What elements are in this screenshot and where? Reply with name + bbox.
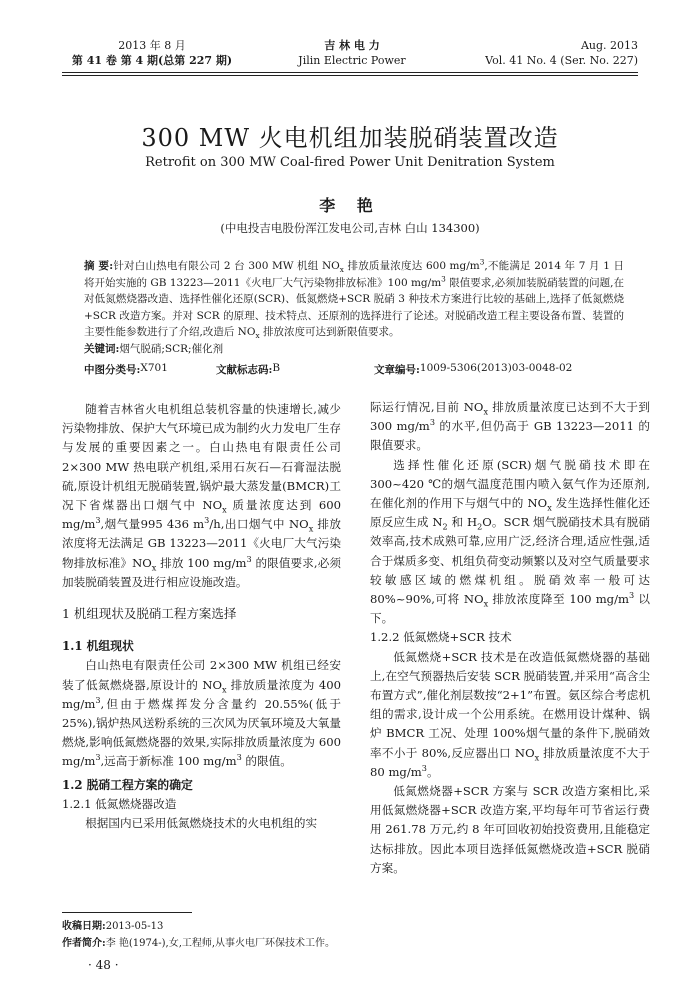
header-volume-cn: 第 41 卷 第 4 期(总第 227 期): [71, 54, 233, 67]
journal-name-en: Jilin Electric Power: [298, 54, 406, 67]
subscript: x: [255, 331, 260, 341]
abstract-text: 针对白山热电有限公司 2 台 300 MW 机组 NO: [113, 260, 340, 272]
abstract-text: 排放浓度可达到新限值要求。: [259, 326, 400, 339]
author-bio: 李 艳(1974-),女,工程师,从事火电厂环保技术工作。: [105, 938, 336, 949]
author-bio-label: 作者简介:: [62, 938, 106, 949]
article-no-value: 1009-5306(2013)03-0048-02: [419, 362, 573, 374]
article-no-label: 文章编号:: [374, 364, 420, 376]
left-column: [62, 400, 341, 833]
low-nox-paragraph: 根据国内已采用低氮燃烧技术的火电机组的实: [85, 816, 318, 831]
header-rule-thin: [62, 75, 638, 76]
doc-code-value: B: [272, 362, 281, 374]
footnote-rule: [62, 912, 192, 913]
header-left: [62, 38, 242, 68]
footnote: [62, 918, 622, 952]
right-column: [370, 398, 650, 878]
abstract-label: 摘 要:: [84, 260, 114, 272]
continued-paragraph: 际运行情况,目前 $NO_x$ 排放质量浓度已达到不大于到 300 $mg/m^3$ 的水平,但仍高于 GB 13223—2011 的限值要求。: [370, 400, 651, 453]
running-header: [62, 38, 638, 74]
received-label: 收稿日期:: [62, 921, 106, 932]
page-number: · 48 ·: [88, 958, 119, 972]
section-heading-1: 1 机组现状及脱硝工程方案选择: [62, 606, 237, 622]
section-heading-1-2-2: 1.2.2 低氮燃烧+SCR 技术: [370, 630, 512, 645]
header-volume-en: Vol. 41 No. 4 (Ser. No. 227): [485, 54, 638, 67]
journal-name-cn: 吉 林 电 力: [324, 39, 380, 52]
abstract-text: ,不能满足 2014 年 7 月 1 日将开始实施的 GB 13223—2011《火电厂大气污染物排放标准》100 mg/m: [84, 260, 624, 289]
clc-label: 中图分类号:: [84, 364, 141, 376]
keywords-text: 烟气脱硝;SCR;催化剂: [119, 342, 224, 355]
header-rule: [62, 72, 638, 73]
section-heading-1-2-1: 1.2.1 低氮燃烧器改造: [62, 796, 177, 811]
abstract-text: 限值要求,必须加装脱硝装置的问题,在对低氮燃烧器改造、选择性催化还原(SCR)、低氮燃烧+SCR 脱硝 3 种技术方案进行比较的基础上,选择了低氮燃烧+SCR 改造方案。并对 SCR 的原理、技术特点、还原剂的选择进行了论述。对脱硝改造工程主要设备布置、装置的主要性能参数进行了介绍,改造后 NO: [84, 276, 625, 339]
scr-paragraph: 选择性催化还原(SCR)烟气脱硝技术即在 300~420 ℃的烟气温度范围内喷入氨气作为还原剂,在催化剂的作用下与烟气中的 $NO_x$ 发生选择性催化还原反应生成 $N_2$ 和 $H_2O$。SCR 烟气脱硝技术具有脱硝效率高,技术成熟可靠,应用广泛,经济合理,适应性强,适合于煤质多变、机组负荷变动频繁以及对空气质量要求较敏感区域的燃煤机组。脱硝效率一般可达 80%~90%,可将 $NO_x$ 排放浓度降至 100 $mg/m^3$ 以下。: [370, 457, 650, 626]
subscript: x: [339, 265, 344, 275]
keywords-label: 关键词:: [84, 342, 120, 355]
superscript: 3: [441, 274, 446, 284]
header-right: [458, 38, 638, 68]
section-heading-1-2: 1.2 脱硝工程方案的确定: [62, 777, 193, 792]
section-heading-1-1: 1.1 机组现状: [62, 639, 134, 654]
header-date: 2013 年 8 月: [118, 39, 186, 52]
header-center: [272, 38, 432, 68]
unit-status-paragraph: 白山热电有限责任公司 2×300 MW 机组已经安装了低氮燃烧器,原设计的 $NO_x$ 排放质量浓度为 400 $mg/m^3$,但由于燃煤挥发分含量约 20.55%(低于 25%),锅炉热风送粉系统的三次风为厌氧环境及大氧量燃烧,影响低氮燃烧器的效果,实际排放质量浓度为 600 $mg/m^3$,远高于新标准 100 $mg/m^3$ 的限值。: [62, 658, 341, 769]
paper-subtitle-en: Retrofit on 300 MW Coal-fired Power Unit Denitration System: [145, 155, 555, 170]
doc-code-label: 文献标志码:: [216, 364, 273, 376]
received-date: 2013-05-13: [105, 921, 164, 932]
paper-title: 300 MW 火电机组加装脱硝装置改造: [141, 124, 559, 152]
abstract: [84, 258, 624, 358]
intro-paragraph: 随着吉林省火电机组总装机容量的快速增长,减少污染物排放、保护大气环境已成为制约火力发电厂生存与发展的重要因素之一。白山热电有限责任公司2×300 MW 热电联产机组,采用石灰石—石膏湿法脱硫,原设计机组无脱硝装置,锅炉最大蒸发量(BMCR)工况下省煤器出口烟气中 $NO_x$ 质量浓度达到 600 $mg/m^3$,烟气量995 436 $m^3/h$,出口烟气中 $NO_x$ 排放浓度将无法满足 GB 13223—2011《火电厂大气污染物排放标准》$NO_x$ 排放 100 $mg/m^3$ 的限值要求,必须加装脱硝装置及进行相应设施改造。: [62, 402, 342, 589]
author-affiliation: (中电投吉电股份浑江发电公司,吉林 白山 134300): [220, 221, 480, 235]
author-name: 李 艳: [319, 196, 381, 215]
superscript: 3: [479, 257, 485, 267]
classification-row: [84, 362, 644, 378]
header-date-en: Aug. 2013: [580, 39, 638, 52]
abstract-text: 排放质量浓度达 600 mg/m: [343, 260, 480, 272]
clc-value: X701: [140, 362, 168, 374]
low-nox-scr-paragraph: 低氮燃烧+SCR 技术是在改造低氮燃烧器的基础上,在空气预器热后安装 SCR 脱硝装置,并采用“高含尘布置方式”,催化剂层数按“2+1”布置。氨区综合考虑机组的需求,设计成一个公用系统。在燃用设计煤种、锅炉 BMCR 工况、处理 100%烟气量的条件下,脱硝效率不小于 80%,反应器出口 $NO_x$ 排放质量浓度不大于 80 $mg/m^3$。: [370, 649, 650, 779]
comparison-paragraph: 低氮燃烧器+SCR 方案与 SCR 改造方案相比,采用低氮燃烧器+SCR 改造方案,平均每年可节省运行费用 261.78 万元,约 8 年可回收初始投资费用,且能稳定达标排放。因此本项目选择低氮燃烧改造+SCR 脱硝方案。: [370, 784, 650, 875]
